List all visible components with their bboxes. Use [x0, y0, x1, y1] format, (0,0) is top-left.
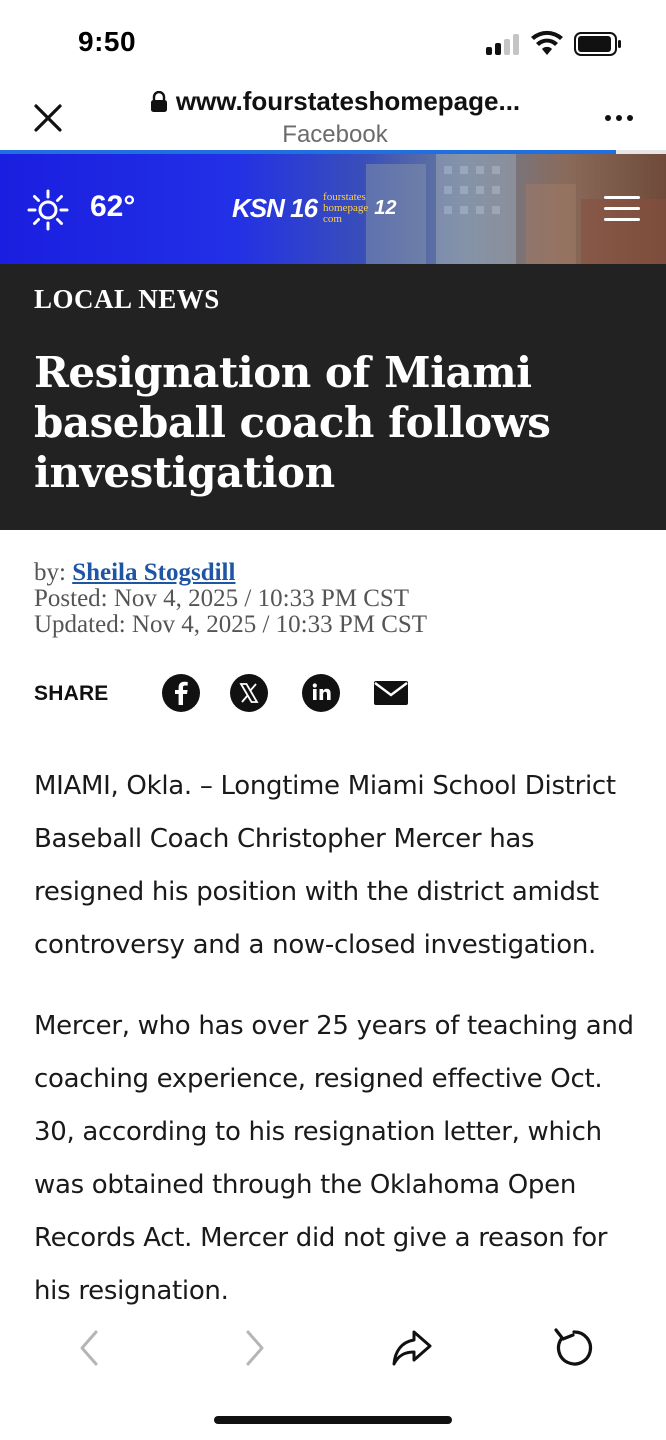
site-header	[0, 154, 666, 264]
sun-icon	[26, 188, 70, 232]
share-arrow-icon[interactable]	[390, 1326, 434, 1370]
updated-date: Updated: Nov 4, 2025 / 10:33 PM CST	[34, 611, 428, 638]
status-time: 9:50	[78, 26, 137, 57]
logo-fourstates: fourstates homepage com	[323, 191, 369, 225]
posted-date: Posted: Nov 4, 2025 / 10:33 PM CST	[34, 585, 410, 612]
back-chevron-icon[interactable]	[68, 1326, 112, 1370]
article-body	[34, 760, 634, 1346]
article-category[interactable]: LOCAL NEWS	[34, 284, 220, 314]
more-options-icon[interactable]	[600, 104, 640, 128]
reload-icon[interactable]	[552, 1326, 596, 1370]
logo-channel-12: 12	[374, 197, 397, 219]
logo-ksn: KSN 16	[232, 193, 318, 223]
byline	[34, 560, 634, 638]
site-logo[interactable]	[232, 192, 397, 225]
status-bar	[0, 0, 666, 80]
url-text: www.fourstateshomepage...	[175, 86, 521, 116]
temperature[interactable]: 62°	[90, 190, 136, 223]
byline-prefix: by:	[34, 559, 73, 586]
email-icon[interactable]	[372, 674, 410, 712]
cellular-signal-icon	[486, 33, 522, 55]
author-link[interactable]: Sheila Stogsdill	[72, 559, 236, 586]
x-icon[interactable]	[230, 674, 268, 712]
article-paragraph: Mercer, who has over 25 years of teaching and coaching experience, resigned effective Oct. 30, according to his resignation letter, which was obtained through the Oklahoma Open Records Act. Mercer did not give a reason for his resignation.	[34, 1011, 634, 1306]
forward-chevron-icon[interactable]	[232, 1326, 276, 1370]
browser-bar	[0, 80, 666, 152]
wifi-icon	[530, 30, 564, 56]
close-icon[interactable]	[28, 98, 68, 138]
browser-toolbar	[0, 1310, 666, 1440]
home-indicator[interactable]	[214, 1416, 452, 1424]
article-headline: Resignation of Miami baseball coach follows investigation	[34, 348, 551, 497]
battery-icon	[574, 32, 622, 56]
share-bar	[34, 674, 634, 714]
hamburger-menu-icon[interactable]	[604, 196, 640, 222]
source-app-label: Facebook	[282, 121, 388, 148]
lock-icon	[150, 91, 168, 113]
facebook-icon[interactable]	[162, 674, 200, 712]
article-hero	[0, 264, 666, 530]
share-label: SHARE	[34, 682, 109, 705]
article-paragraph: MIAMI, Okla. – Longtime Miami School District Baseball Coach Christopher Mercer has resigned his position with the district amidst controversy and a now-closed investigation.	[34, 771, 616, 960]
address-display[interactable]	[120, 86, 550, 149]
linkedin-icon[interactable]	[302, 674, 340, 712]
